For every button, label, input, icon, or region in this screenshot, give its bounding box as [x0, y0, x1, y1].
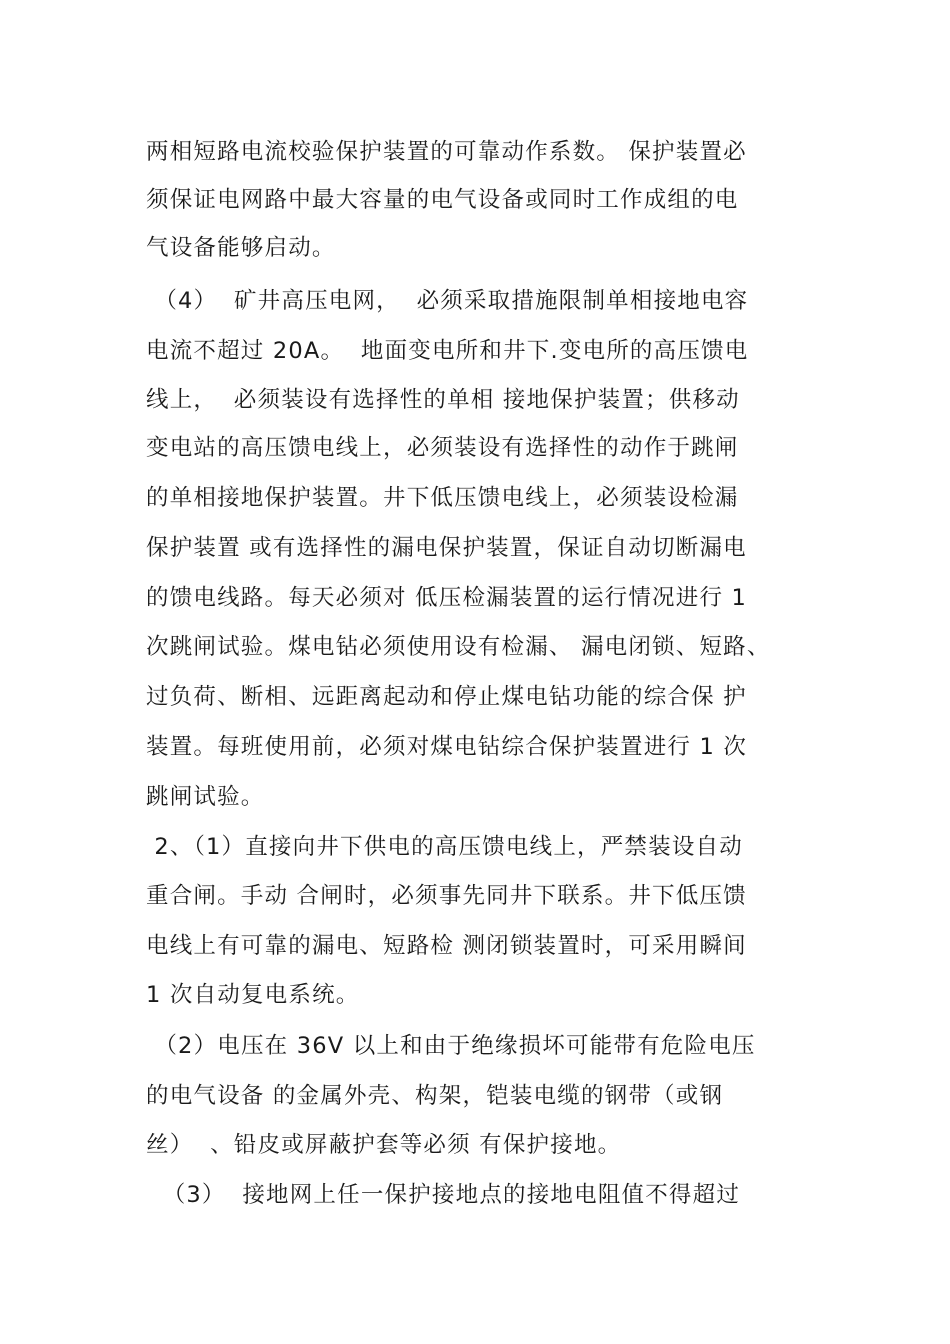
- text-line: （3） 接地网上任一保护接地点的接地电阻值不得超过: [146, 1182, 741, 1208]
- text-line: （4） 矿井高压电网， 必须采取措施限制单相接地电容: [146, 288, 749, 314]
- text-line: 线上， 必须装设有选择性的单相 接地保护装置；供移动: [146, 387, 740, 413]
- text-line: 的单相接地保护装置。井下低压馈电线上，必须装设检漏: [146, 485, 739, 511]
- text-line: 保护装置 或有选择性的漏电保护装置，保证自动切断漏电: [146, 535, 747, 561]
- text-line: 装置。每班使用前，必须对煤电钻综合保护装置进行 1 次: [146, 734, 748, 760]
- text-line: 重合闸。手动 合闸时，必须事先同井下联系。井下低压馈: [146, 883, 747, 909]
- text-line: 丝） 、铅皮或屏蔽护套等必须 有保护接地。: [146, 1132, 622, 1158]
- text-line: 的馈电线路。每天必须对 低压检漏装置的运行情况进行 1: [146, 585, 748, 611]
- text-line: 电线上有可靠的漏电、短路检 测闭锁装置时，可采用瞬间: [146, 933, 747, 959]
- text-line: 1 次自动复电系统。: [146, 982, 360, 1008]
- text-line: 过负荷、断相、远距离起动和停止煤电钻功能的综合保 护: [146, 684, 747, 710]
- text-line: （2）电压在 36V 以上和由于绝缘损坏可能带有危险电压: [146, 1033, 756, 1059]
- text-line: 须保证电网路中最大容量的电气设备或同时工作成组的电: [146, 187, 739, 213]
- text-line: 2、（1）直接向井下供电的高压馈电线上，严禁装设自动: [146, 834, 743, 860]
- text-line: 次跳闸试验。煤电钻必须使用设有检漏、 漏电闭锁、短路、: [146, 634, 771, 660]
- text-line: 的电气设备 的金属外壳、构架，铠装电缆的钢带（或钢: [146, 1083, 724, 1109]
- text-line: 变电站的高压馈电线上，必须装设有选择性的动作于跳闸: [146, 435, 739, 461]
- text-line: 气设备能够启动。: [146, 235, 336, 261]
- text-line: 两相短路电流校验保护装置的可靠动作系数。 保护装置必: [146, 139, 747, 165]
- text-line: 电流不超过 20A。 地面变电所和井下.变电所的高压馈电: [146, 338, 749, 364]
- text-line: 跳闸试验。: [146, 784, 265, 810]
